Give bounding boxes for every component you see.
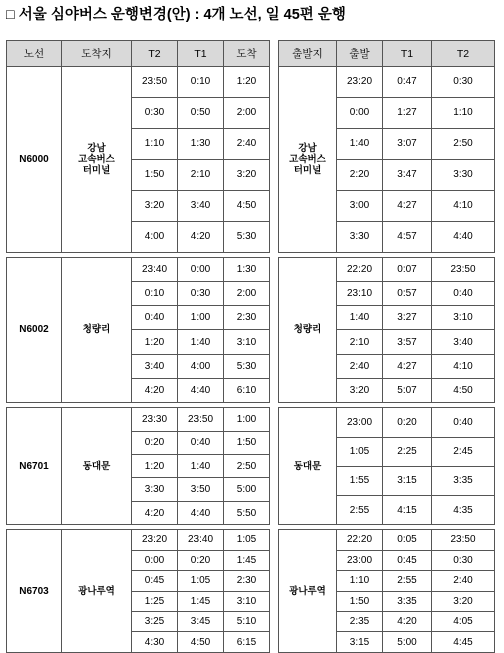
route-name: N6701 <box>7 408 62 525</box>
inbound-t2-cell: 3:40 <box>132 354 178 378</box>
destination-line: 터미널 <box>82 164 111 176</box>
column-header: 도착 <box>224 41 270 67</box>
inbound-arrival-cell: 1:45 <box>224 550 270 570</box>
outbound-t1-cell: 0:20 <box>383 408 432 437</box>
destination-line: 동대문 <box>82 460 111 472</box>
inbound-arrival-cell: 3:20 <box>224 159 270 190</box>
origin-line: 강남 <box>298 142 317 154</box>
inbound-t1-cell: 1:40 <box>178 330 224 354</box>
inbound-t2-cell: 4:20 <box>132 501 178 524</box>
column-spacer <box>270 41 279 67</box>
page-title: □ 서울 심야버스 운행변경(안) : 4개 노선, 일 45편 운행 <box>6 7 346 23</box>
inbound-arrival-cell: 3:10 <box>224 591 270 611</box>
origin-name <box>279 530 337 653</box>
inbound-t1-cell: 1:00 <box>178 306 224 330</box>
origin-line: 터미널 <box>293 164 322 176</box>
outbound-t1-cell: 0:47 <box>383 67 432 98</box>
outbound-t2-cell: 2:50 <box>432 128 495 159</box>
outbound-departure-cell: 3:20 <box>337 379 383 403</box>
destination-line: 청량리 <box>82 324 111 336</box>
outbound-t2-cell: 0:30 <box>432 67 495 98</box>
timetable-subrow <box>7 257 495 261</box>
header-row <box>7 41 495 67</box>
outbound-t1-cell: 0:05 <box>383 530 432 550</box>
outbound-t1-cell: 0:07 <box>383 257 432 281</box>
inbound-arrival-cell: 2:00 <box>224 97 270 128</box>
inbound-t2-cell: 0:30 <box>132 97 178 128</box>
inbound-t2-cell: 23:30 <box>132 408 178 431</box>
inbound-t2-cell: 1:20 <box>132 330 178 354</box>
inbound-arrival-cell: 2:30 <box>224 306 270 330</box>
outbound-departure-cell: 22:20 <box>337 530 383 550</box>
outbound-t2-cell: 3:40 <box>432 330 495 354</box>
inbound-t2-cell: 3:20 <box>132 190 178 221</box>
destination-name <box>62 257 132 403</box>
outbound-t2-cell: 2:40 <box>432 571 495 591</box>
outbound-t1-cell: 4:57 <box>383 221 432 252</box>
outbound-departure-cell: 1:55 <box>337 466 383 495</box>
inbound-arrival-cell: 2:50 <box>224 455 270 478</box>
outbound-t1-cell: 5:00 <box>383 632 432 652</box>
inbound-t2-cell: 1:20 <box>132 455 178 478</box>
inbound-t2-cell: 4:00 <box>132 221 178 252</box>
origin-name <box>279 67 337 253</box>
inbound-t2-cell: 3:30 <box>132 478 178 501</box>
inbound-arrival-cell: 1:30 <box>224 257 270 281</box>
origin-line: 동대문 <box>293 460 322 472</box>
column-spacer <box>270 67 279 253</box>
destination-name <box>62 530 132 653</box>
inbound-t1-cell: 2:10 <box>178 159 224 190</box>
outbound-t2-cell: 4:05 <box>432 611 495 631</box>
outbound-departure-cell: 3:00 <box>337 190 383 221</box>
inbound-t1-cell: 4:20 <box>178 221 224 252</box>
outbound-departure-cell: 1:05 <box>337 437 383 466</box>
origin-line: 청량리 <box>293 324 322 336</box>
column-header: 출발지 <box>279 41 337 67</box>
outbound-t1-cell: 3:27 <box>383 306 432 330</box>
column-header: 출발 <box>337 41 383 67</box>
outbound-t2-cell: 3:20 <box>432 591 495 611</box>
outbound-t1-cell: 5:07 <box>383 379 432 403</box>
outbound-t2-cell: 0:40 <box>432 408 495 437</box>
inbound-t1-cell: 0:00 <box>178 257 224 281</box>
inbound-t1-cell: 23:50 <box>178 408 224 431</box>
outbound-t2-cell: 4:35 <box>432 495 495 524</box>
inbound-arrival-cell: 2:30 <box>224 571 270 591</box>
inbound-t2-cell: 1:25 <box>132 591 178 611</box>
column-header: T2 <box>432 41 495 67</box>
route-name: N6703 <box>7 530 62 653</box>
timetable <box>6 40 495 653</box>
outbound-departure-cell: 3:30 <box>337 221 383 252</box>
inbound-t2-cell: 0:20 <box>132 431 178 454</box>
inbound-t1-cell: 4:00 <box>178 354 224 378</box>
outbound-departure-cell: 3:15 <box>337 632 383 652</box>
inbound-t1-cell: 4:40 <box>178 501 224 524</box>
inbound-t2-cell: 1:50 <box>132 159 178 190</box>
inbound-t2-cell: 4:30 <box>132 632 178 652</box>
outbound-t1-cell: 0:45 <box>383 550 432 570</box>
outbound-t2-cell: 0:40 <box>432 281 495 305</box>
inbound-arrival-cell: 4:50 <box>224 190 270 221</box>
outbound-departure-cell: 2:10 <box>337 330 383 354</box>
inbound-t2-cell: 0:00 <box>132 550 178 570</box>
inbound-arrival-cell: 2:40 <box>224 128 270 159</box>
timetable-subrow <box>7 67 495 72</box>
outbound-t1-cell: 3:47 <box>383 159 432 190</box>
outbound-t1-cell: 1:27 <box>383 97 432 128</box>
inbound-arrival-cell: 2:00 <box>224 281 270 305</box>
column-header: 도착지 <box>62 41 132 67</box>
destination-name <box>62 408 132 525</box>
inbound-t1-cell: 0:10 <box>178 67 224 98</box>
inbound-arrival-cell: 5:30 <box>224 221 270 252</box>
outbound-t1-cell: 3:07 <box>383 128 432 159</box>
outbound-t1-cell: 4:15 <box>383 495 432 524</box>
inbound-arrival-cell: 5:50 <box>224 501 270 524</box>
destination-line: 고속버스 <box>78 153 115 165</box>
inbound-t2-cell: 23:20 <box>132 530 178 550</box>
inbound-t1-cell: 3:45 <box>178 611 224 631</box>
inbound-arrival-cell: 3:10 <box>224 330 270 354</box>
outbound-t2-cell: 3:30 <box>432 159 495 190</box>
inbound-t2-cell: 0:10 <box>132 281 178 305</box>
destination-name <box>62 67 132 253</box>
outbound-departure-cell: 22:20 <box>337 257 383 281</box>
outbound-t1-cell: 3:57 <box>383 330 432 354</box>
column-header: T1 <box>178 41 224 67</box>
outbound-departure-cell: 23:00 <box>337 550 383 570</box>
column-header: T2 <box>132 41 178 67</box>
inbound-t1-cell: 1:30 <box>178 128 224 159</box>
outbound-departure-cell: 0:00 <box>337 97 383 128</box>
outbound-departure-cell: 23:10 <box>337 281 383 305</box>
origin-name <box>279 408 337 525</box>
outbound-departure-cell: 1:40 <box>337 306 383 330</box>
inbound-arrival-cell: 5:10 <box>224 611 270 631</box>
inbound-arrival-cell: 1:20 <box>224 67 270 98</box>
inbound-arrival-cell: 6:15 <box>224 632 270 652</box>
destination-line: 강남 <box>87 142 106 154</box>
route-name: N6002 <box>7 257 62 403</box>
outbound-t1-cell: 3:35 <box>383 591 432 611</box>
outbound-departure-cell: 1:50 <box>337 591 383 611</box>
inbound-t1-cell: 1:45 <box>178 591 224 611</box>
outbound-t2-cell: 3:10 <box>432 306 495 330</box>
origin-line: 광나루역 <box>289 585 326 597</box>
inbound-arrival-cell: 1:50 <box>224 431 270 454</box>
column-spacer <box>270 408 279 525</box>
inbound-t1-cell: 0:20 <box>178 550 224 570</box>
outbound-t2-cell: 23:50 <box>432 530 495 550</box>
outbound-t1-cell: 2:55 <box>383 571 432 591</box>
inbound-arrival-cell: 6:10 <box>224 379 270 403</box>
inbound-t1-cell: 0:30 <box>178 281 224 305</box>
outbound-t2-cell: 3:35 <box>432 466 495 495</box>
outbound-t2-cell: 4:40 <box>432 221 495 252</box>
origin-name <box>279 257 337 403</box>
outbound-t2-cell: 2:45 <box>432 437 495 466</box>
inbound-t1-cell: 0:40 <box>178 431 224 454</box>
outbound-t1-cell: 4:27 <box>383 354 432 378</box>
inbound-t2-cell: 0:40 <box>132 306 178 330</box>
outbound-t2-cell: 1:10 <box>432 97 495 128</box>
outbound-departure-cell: 23:00 <box>337 408 383 437</box>
inbound-t1-cell: 1:40 <box>178 455 224 478</box>
timetable-subrow <box>7 530 495 533</box>
inbound-t1-cell: 4:50 <box>178 632 224 652</box>
inbound-t1-cell: 23:40 <box>178 530 224 550</box>
inbound-t2-cell: 3:25 <box>132 611 178 631</box>
outbound-t2-cell: 4:50 <box>432 379 495 403</box>
outbound-departure-cell: 1:40 <box>337 128 383 159</box>
outbound-departure-cell: 1:10 <box>337 571 383 591</box>
inbound-t1-cell: 1:05 <box>178 571 224 591</box>
inbound-t1-cell: 0:50 <box>178 97 224 128</box>
inbound-t2-cell: 23:50 <box>132 67 178 98</box>
outbound-departure-cell: 2:40 <box>337 354 383 378</box>
inbound-arrival-cell: 1:00 <box>224 408 270 431</box>
inbound-t2-cell: 1:10 <box>132 128 178 159</box>
outbound-departure-cell: 23:20 <box>337 67 383 98</box>
origin-line: 고속버스 <box>289 153 326 165</box>
outbound-departure-cell: 2:35 <box>337 611 383 631</box>
inbound-arrival-cell: 1:05 <box>224 530 270 550</box>
inbound-arrival-cell: 5:00 <box>224 478 270 501</box>
outbound-departure-cell: 2:55 <box>337 495 383 524</box>
destination-line: 광나루역 <box>78 585 115 597</box>
inbound-t2-cell: 0:45 <box>132 571 178 591</box>
outbound-t1-cell: 3:15 <box>383 466 432 495</box>
outbound-t2-cell: 0:30 <box>432 550 495 570</box>
outbound-t1-cell: 4:27 <box>383 190 432 221</box>
column-header: T1 <box>383 41 432 67</box>
outbound-departure-cell: 2:20 <box>337 159 383 190</box>
inbound-t1-cell: 3:40 <box>178 190 224 221</box>
inbound-t1-cell: 4:40 <box>178 379 224 403</box>
route-name: N6000 <box>7 67 62 253</box>
inbound-t2-cell: 23:40 <box>132 257 178 281</box>
outbound-t2-cell: 4:10 <box>432 190 495 221</box>
outbound-t1-cell: 0:57 <box>383 281 432 305</box>
outbound-t2-cell: 23:50 <box>432 257 495 281</box>
column-spacer <box>270 530 279 653</box>
inbound-t2-cell: 4:20 <box>132 379 178 403</box>
outbound-t2-cell: 4:45 <box>432 632 495 652</box>
outbound-t2-cell: 4:10 <box>432 354 495 378</box>
column-spacer <box>270 257 279 403</box>
outbound-t1-cell: 2:25 <box>383 437 432 466</box>
timetable-subrow <box>7 408 495 414</box>
column-header: 노선 <box>7 41 62 67</box>
outbound-t1-cell: 4:20 <box>383 611 432 631</box>
inbound-t1-cell: 3:50 <box>178 478 224 501</box>
inbound-arrival-cell: 5:30 <box>224 354 270 378</box>
